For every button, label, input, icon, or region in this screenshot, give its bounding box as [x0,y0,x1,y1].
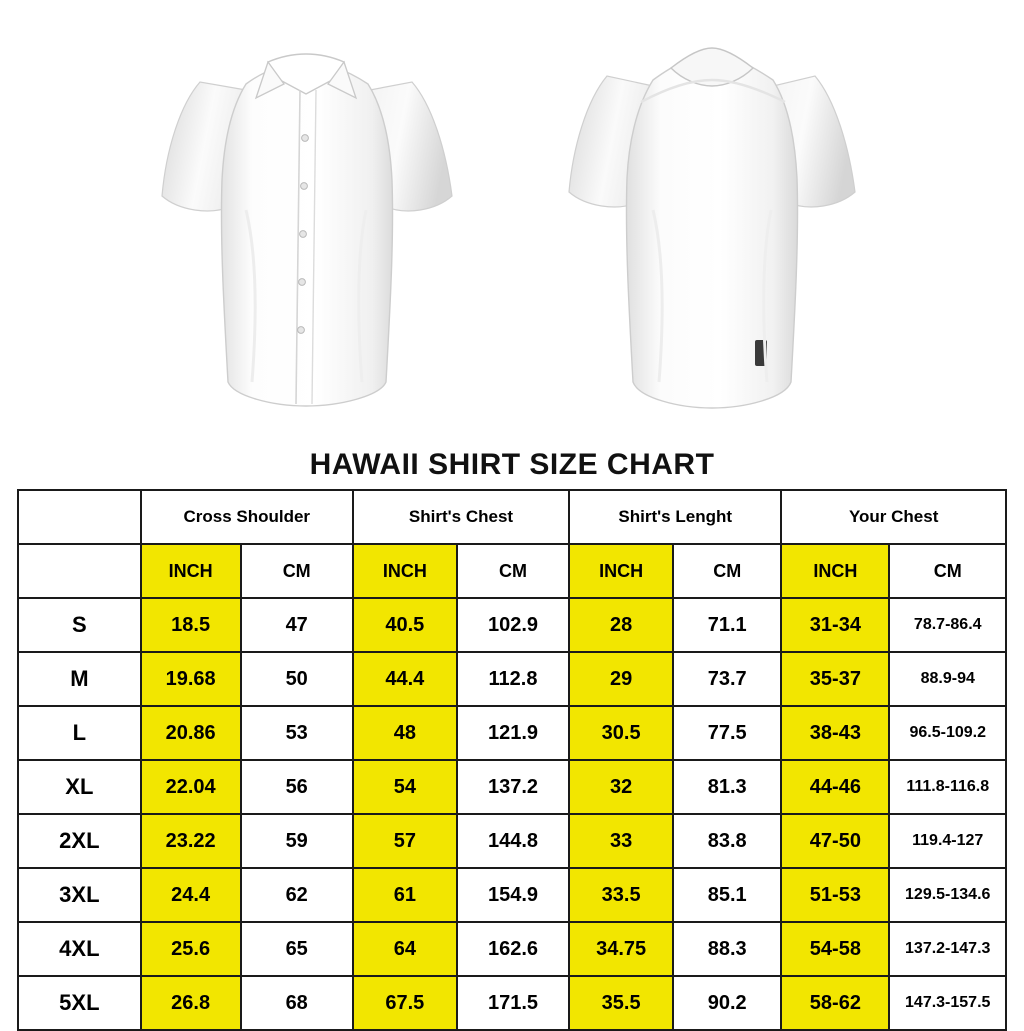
cell-shirts-chest-inch: 40.5 [353,598,457,652]
cell-your-chest-inch: 44-46 [781,760,889,814]
corner-cell [18,490,141,544]
cell-cross-shoulder-inch: 20.86 [141,706,241,760]
cell-cross-shoulder-cm: 68 [241,976,353,1030]
cell-cross-shoulder-cm: 47 [241,598,353,652]
cell-shirts-lenght-cm: 90.2 [673,976,781,1030]
row-size-label: S [18,598,141,652]
unit-header-cm-4: CM [889,544,1006,598]
table-row [18,976,1006,1030]
unit-header-cm-2: CM [457,544,569,598]
cell-shirts-chest-cm: 171.5 [457,976,569,1030]
unit-header-inch-2: INCH [353,544,457,598]
cell-your-chest-cm: 96.5-109.2 [889,706,1006,760]
cell-your-chest-cm: 111.8-116.8 [889,760,1006,814]
row-size-label: M [18,652,141,706]
cell-your-chest-inch: 58-62 [781,976,889,1030]
cell-shirts-lenght-inch: 33.5 [569,868,673,922]
group-header-your-chest: Your Chest [781,490,1006,544]
cell-your-chest-inch: 47-50 [781,814,889,868]
cell-shirts-lenght-cm: 85.1 [673,868,781,922]
cell-shirts-lenght-inch: 35.5 [569,976,673,1030]
cell-shirts-lenght-cm: 83.8 [673,814,781,868]
cell-shirts-lenght-cm: 81.3 [673,760,781,814]
cell-your-chest-inch: 31-34 [781,598,889,652]
cell-shirts-lenght-inch: 30.5 [569,706,673,760]
cell-shirts-chest-cm: 102.9 [457,598,569,652]
unit-header-cm-1: CM [241,544,353,598]
cell-your-chest-cm: 137.2-147.3 [889,922,1006,976]
cell-shirts-chest-inch: 54 [353,760,457,814]
cell-shirts-lenght-inch: 34.75 [569,922,673,976]
cell-your-chest-cm: 119.4-127 [889,814,1006,868]
cell-shirts-lenght-inch: 29 [569,652,673,706]
unit-header-inch-4: INCH [781,544,889,598]
cell-cross-shoulder-cm: 59 [241,814,353,868]
cell-shirts-chest-inch: 44.4 [353,652,457,706]
cell-shirts-lenght-cm: 71.1 [673,598,781,652]
cell-cross-shoulder-cm: 56 [241,760,353,814]
row-size-label: 3XL [18,868,141,922]
table-row [18,868,1006,922]
table-row [18,922,1006,976]
shirt-back-image [545,10,885,430]
cell-your-chest-cm: 129.5-134.6 [889,868,1006,922]
cell-shirts-chest-inch: 48 [353,706,457,760]
unit-header-inch-3: INCH [569,544,673,598]
cell-your-chest-cm: 78.7-86.4 [889,598,1006,652]
cell-shirts-lenght-cm: 88.3 [673,922,781,976]
row-size-label: XL [18,760,141,814]
cell-cross-shoulder-cm: 53 [241,706,353,760]
cell-shirts-chest-cm: 121.9 [457,706,569,760]
cell-cross-shoulder-cm: 50 [241,652,353,706]
cell-cross-shoulder-inch: 18.5 [141,598,241,652]
unit-header-inch-1: INCH [141,544,241,598]
cell-your-chest-cm: 147.3-157.5 [889,976,1006,1030]
cell-cross-shoulder-cm: 65 [241,922,353,976]
cell-shirts-lenght-inch: 33 [569,814,673,868]
table-group-header-row [18,490,1006,544]
group-header-shirts-chest: Shirt's Chest [353,490,569,544]
cell-shirts-chest-inch: 67.5 [353,976,457,1030]
row-size-label: 5XL [18,976,141,1030]
row-size-label: 2XL [18,814,141,868]
table-row [18,706,1006,760]
cell-your-chest-inch: 54-58 [781,922,889,976]
unit-header-cm-3: CM [673,544,781,598]
cell-cross-shoulder-inch: 25.6 [141,922,241,976]
table-row [18,814,1006,868]
cell-cross-shoulder-inch: 19.68 [141,652,241,706]
cell-shirts-chest-cm: 144.8 [457,814,569,868]
cell-your-chest-cm: 88.9-94 [889,652,1006,706]
cell-cross-shoulder-inch: 23.22 [141,814,241,868]
cell-shirts-chest-inch: 61 [353,868,457,922]
cell-cross-shoulder-inch: 24.4 [141,868,241,922]
cell-your-chest-inch: 35-37 [781,652,889,706]
cell-shirts-lenght-inch: 28 [569,598,673,652]
table-unit-header-row [18,544,1006,598]
page-title: HAWAII SHIRT SIZE CHART [309,448,715,481]
shirt-illustrations [0,0,1024,445]
cell-cross-shoulder-inch: 22.04 [141,760,241,814]
cell-your-chest-inch: 51-53 [781,868,889,922]
row-size-label: 4XL [18,922,141,976]
size-chart-table [17,489,1007,1031]
cell-shirts-lenght-cm: 77.5 [673,706,781,760]
cell-shirts-chest-inch: 64 [353,922,457,976]
cell-shirts-lenght-inch: 32 [569,760,673,814]
unit-header-size [18,544,141,598]
cell-shirts-chest-cm: 162.6 [457,922,569,976]
cell-shirts-chest-cm: 112.8 [457,652,569,706]
group-header-shirts-lenght: Shirt's Lenght [569,490,781,544]
table-row [18,652,1006,706]
cell-cross-shoulder-inch: 26.8 [141,976,241,1030]
cell-shirts-chest-cm: 154.9 [457,868,569,922]
group-header-cross-shoulder: Cross Shoulder [141,490,353,544]
cell-cross-shoulder-cm: 62 [241,868,353,922]
table-row [18,760,1006,814]
cell-shirts-lenght-cm: 73.7 [673,652,781,706]
shirt-front-image [140,10,480,430]
size-table-container [17,489,1007,1031]
cell-shirts-chest-cm: 137.2 [457,760,569,814]
row-size-label: L [18,706,141,760]
table-row [18,598,1006,652]
cell-your-chest-inch: 38-43 [781,706,889,760]
cell-shirts-chest-inch: 57 [353,814,457,868]
